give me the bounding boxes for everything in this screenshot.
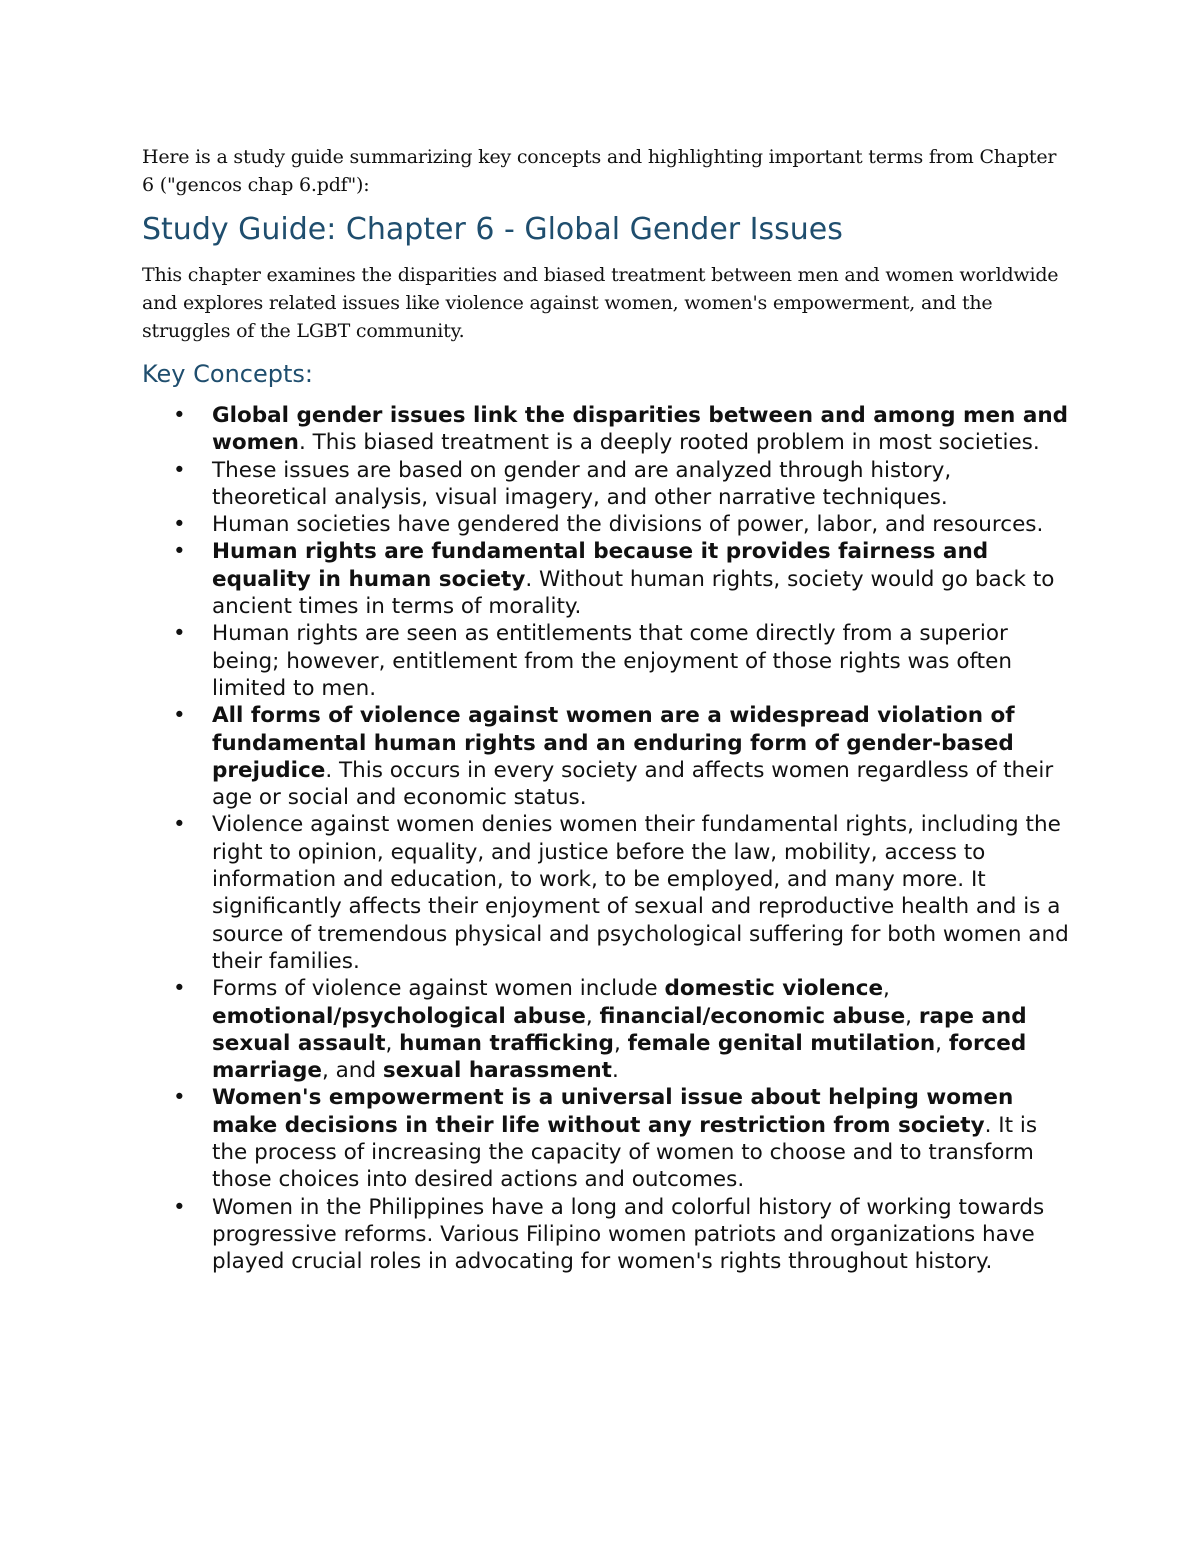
concept-text: These issues are based on gender and are analyzed through history, theoretical analysis, visual imagery, and other narrative techniques. <box>212 457 952 510</box>
concept-item-philippines-history <box>170 1194 1070 1276</box>
bullet-icon: • <box>173 457 186 483</box>
term-sexual-harassment: sexual harassment <box>382 1058 612 1084</box>
key-concepts-list <box>170 402 1070 1276</box>
term-separator: , <box>585 1003 600 1029</box>
concept-item-forms-of-violence <box>170 975 1070 1084</box>
concept-item-human-rights <box>170 538 1070 620</box>
concept-item-violence-violation <box>170 702 1070 811</box>
concept-text: Women in the Philippines have a long and colorful history of working towards progressive reforms. Various Filipino women patriots and organizations have played crucial roles in advocating for women's rights throughout history. <box>212 1194 1045 1275</box>
concept-text: Violence against women denies women their fundamental rights, including the right to opinion, equality, and justice before the law, mobility, access to information and education, to work, to be employed, and many more. It significantly affects their enjoyment of sexual and reproductive health and is a source of tremendous physical and psychological suffering for both women and their families. <box>212 812 1069 974</box>
concept-text: . This biased treatment is a deeply rooted problem in most societies. <box>298 430 1040 456</box>
concept-bold-text: Women's empowerment is a universal issue about helping women make decisions in their life without any restriction from society <box>212 1085 1014 1138</box>
bullet-icon: • <box>173 976 186 1002</box>
chapter-description: This chapter examines the disparities and biased treatment between men and women worldwide and explores related issues like violence against women, women's empowerment, and the struggles of the LGBT community. <box>142 264 1059 342</box>
term-separator: , <box>905 1003 919 1029</box>
term-end: . <box>611 1058 619 1084</box>
concept-text: . This occurs in every society and affects women regardless of their age or social and economic status. <box>212 757 1054 811</box>
term-domestic-violence: domestic violence <box>664 976 884 1002</box>
concept-item-womens-empowerment <box>170 1084 1070 1193</box>
concept-text: . It is the process of increasing the capacity of women to choose and to transform those choices into desired actions and outcomes. <box>212 1112 1038 1193</box>
bullet-icon: • <box>173 1085 186 1111</box>
concept-text: Human societies have gendered the divisions of power, labor, and resources. <box>212 512 1044 538</box>
concept-bold-text: All forms of violence against women are a widespread violation of fundamental human rights and an enduring form of gender-based prejudice <box>212 703 1015 783</box>
bullet-icon: • <box>173 403 186 428</box>
concept-item-analysis <box>170 457 1070 512</box>
term-rape-sexual-assault: rape and sexual assault <box>212 1003 1027 1056</box>
term-female-genital-mutilation: female genital mutilation <box>627 1030 936 1056</box>
concept-item-violence-denies-rights <box>170 811 1070 975</box>
term-separator: , <box>613 1030 628 1056</box>
concept-item-entitlements <box>170 620 1070 702</box>
intro-paragraph: Here is a study guide summarizing key concepts and highlighting important terms from Chapter 6 ("gencos chap 6.pdf"): <box>142 146 1057 196</box>
bullet-icon: • <box>173 703 186 729</box>
concept-text: Human rights are seen as entitlements that come directly from a superior being; however, entitlement from the enjoyment of those rights was often limited to men. <box>212 621 1012 701</box>
term-financial-abuse: financial/economic abuse <box>599 1003 906 1029</box>
bullet-icon: • <box>173 621 186 647</box>
concept-item-gendered-divisions <box>170 511 1070 538</box>
bullet-icon: • <box>173 1194 186 1220</box>
concept-item-global-gender-issues <box>170 402 1070 457</box>
concept-text: . Without human rights, society would go back to ancient times in terms of morality. <box>212 566 1055 620</box>
concept-bold-text: Global gender issues link the disparities between and among men and women <box>212 403 1069 456</box>
section-heading-key-concepts: Key Concepts: <box>142 360 313 388</box>
concept-text: Forms of violence against women include <box>212 976 665 1002</box>
bullet-icon: • <box>173 812 186 838</box>
term-human-trafficking: human trafficking <box>399 1030 614 1056</box>
term-separator-last: , and <box>321 1058 383 1084</box>
concept-bold-text: Human rights are fundamental because it provides fairness and equality in human society <box>212 539 989 592</box>
bullet-icon: • <box>173 539 186 565</box>
bullet-icon: • <box>173 512 186 538</box>
document-title: Study Guide: Chapter 6 - Global Gender Issues <box>142 212 843 247</box>
term-separator: , <box>883 976 890 1002</box>
term-forced-marriage: forced marriage <box>212 1030 1027 1084</box>
term-emotional-abuse: emotional/psychological abuse <box>212 1003 586 1029</box>
term-separator: , <box>935 1030 949 1056</box>
term-separator: , <box>385 1030 400 1056</box>
